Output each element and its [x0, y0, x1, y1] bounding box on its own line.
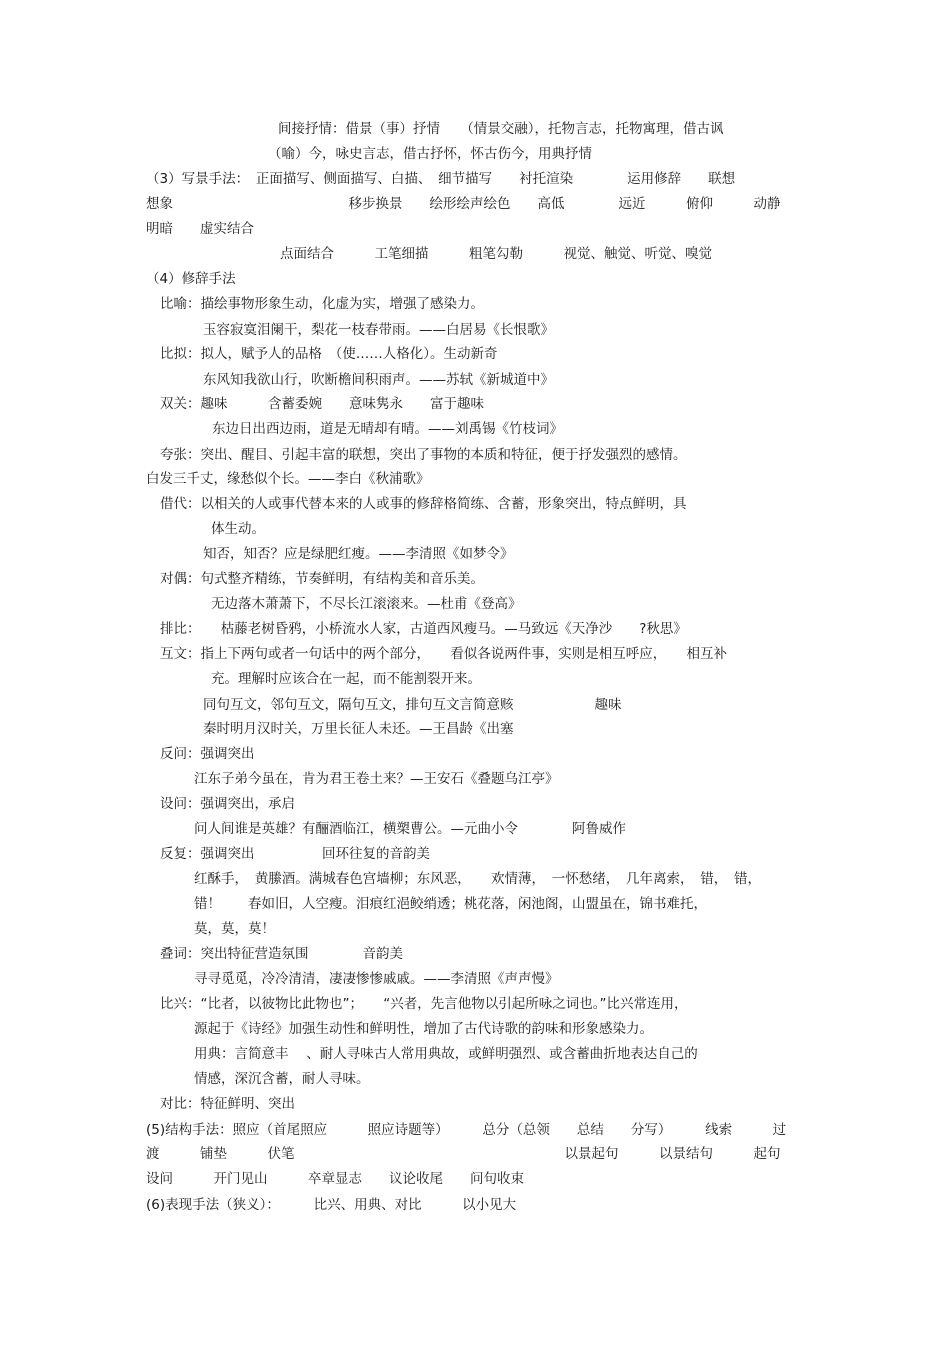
section-heading-4: （4）修辞手法: [146, 271, 236, 287]
text-line: 点面结合 工笔细描 粗笔勾勒 视觉、触觉、听觉、嗅觉: [280, 246, 712, 262]
rhetoric-item: 用典：言简意丰 、耐人寻味古人常用典故，或鲜明强烈、或含蓄曲折地表达自己的: [194, 1046, 698, 1062]
example-quote: 江东子弟今虽在，肯为君王卷土来？—王安石《叠题乌江亭》: [194, 771, 559, 787]
text-line: 想象 移步换景 绘形绘声绘色 高低 远近 俯仰 动静: [146, 196, 781, 212]
rhetoric-item: 比拟：拟人，赋予人的品格 （使……人格化）。生动新奇: [160, 346, 498, 362]
example-quote: 错！ 春如旧，人空瘦。泪痕红浥鲛绡透；桃花落，闲池阁，山盟虽在，锦书难托，: [194, 896, 707, 912]
text-line: （喻）今，咏史言志，借古抒怀，怀古伤今，用典抒情: [268, 146, 592, 162]
rhetoric-item: 排比： 枯藤老树昏鸦，小桥流水人家，古道西风瘦马。—马致远《天净沙 ?秋思》: [160, 621, 687, 637]
section-heading-6: (6)表现手法（狭义）： 比兴、用典、对比 以小见大: [146, 1197, 517, 1213]
rhetoric-item: 互文：指上下两句或者一句话中的两个部分， 看似各说两件事，实则是相互呼应， 相互补: [160, 646, 727, 662]
rhetoric-item: 借代：以相关的人或事代替本来的人或事的修辞格简练、含蓄，形象突出，特点鲜明，具: [160, 496, 687, 512]
example-quote: 无边落木萧萧下，不尽长江滚滚来。—杜甫《登高》: [211, 596, 522, 612]
rhetoric-item: 夸张：突出、醒目、引起丰富的联想，突出了事物的本质和特征，便于抒发强烈的感情。: [160, 447, 687, 463]
text-line: 充。理解时应该合在一起，而不能割裂开来。: [211, 671, 481, 687]
example-quote: 白发三千丈，缘愁似个长。——李白《秋浦歌》: [146, 471, 430, 487]
example-quote: 玉容寂寞泪阑干，梨花一枝春带雨。——白居易《长恨歌》: [203, 322, 554, 338]
example-quote: 知否，知否？应是绿肥红瘦。——李清照《如梦令》: [203, 546, 514, 562]
text-line: 明暗 虚实结合: [146, 221, 254, 237]
rhetoric-item: 对偶：句式整齐精练，节奏鲜明，有结构美和音乐美。: [160, 571, 484, 587]
rhetoric-item: 叠词：突出特征营造氛围 音韵美: [160, 946, 403, 962]
rhetoric-item: 比喻：描绘事物形象生动，化虚为实，增强了感染力。: [160, 296, 484, 312]
text-line: 间接抒情：借景（事）抒情 （情景交融），托物言志，托物寓理，借古讽: [278, 121, 724, 137]
rhetoric-item: 对比：特征鲜明、突出: [160, 1096, 295, 1112]
example-quote: 东边日出西边雨，道是无晴却有晴。——刘禹锡《竹枝词》: [212, 421, 563, 437]
text-line: 渡 铺垫 伏笔 以景起句 以景结句 起句: [146, 1146, 781, 1162]
example-quote: 东风知我欲山行，吹断檐间积雨声。——苏轼《新城道中》: [203, 372, 554, 388]
example-quote: 红酥手， 黄縢酒。满城春色宫墙柳；东风恶， 欢情薄， 一怀愁绪， 几年离索， 错， 错，: [194, 871, 761, 887]
text-line: 体生动。: [211, 521, 265, 537]
example-quote: 莫，莫，莫！: [194, 921, 275, 937]
rhetoric-item: 反复：强调突出 回环往复的音韵美: [160, 846, 430, 862]
example-quote: 问人间谁是英雄？有酾酒临江，横槊曹公。—元曲小令 阿鲁威作: [194, 821, 626, 837]
section-heading-3: （3）写景手法： 正面描写、侧面描写、白描、 细节描写 衬托渲染 运用修辞 联想: [146, 171, 736, 187]
rhetoric-item: 设问：强调突出，承启: [160, 796, 295, 812]
example-quote: 寻寻觅觅，冷冷清清，凄凄惨惨戚戚。——李清照《声声慢》: [194, 971, 559, 987]
example-quote: 秦时明月汉时关，万里长征人未还。—王昌龄《出塞: [203, 721, 514, 737]
text-line: 源起于《诗经》加强生动性和鲜明性，增加了古代诗歌的韵味和形象感染力。: [194, 1021, 653, 1037]
rhetoric-item: 反问：强调突出: [160, 746, 255, 762]
text-line: 同句互文，邻句互文，隔句互文，排句互文言简意赅 趣味: [203, 697, 622, 713]
rhetoric-item: 双关：趣味 含蓄委婉 意味隽永 富于趣味: [160, 396, 484, 412]
rhetoric-item: 比兴：“比者，以彼物比此物也”； “兴者，先言他物以引起所咏之词也。”比兴常连用，: [160, 996, 688, 1012]
text-line: 情感，深沉含蓄，耐人寻味。: [194, 1071, 370, 1087]
section-heading-5: (5)结构手法：照应（首尾照应 照应诗题等） 总分（总领 总结 分写） 线索 过: [146, 1122, 787, 1138]
text-line: 设问 开门见山 卒章显志 议论收尾 问句收束: [146, 1171, 524, 1187]
